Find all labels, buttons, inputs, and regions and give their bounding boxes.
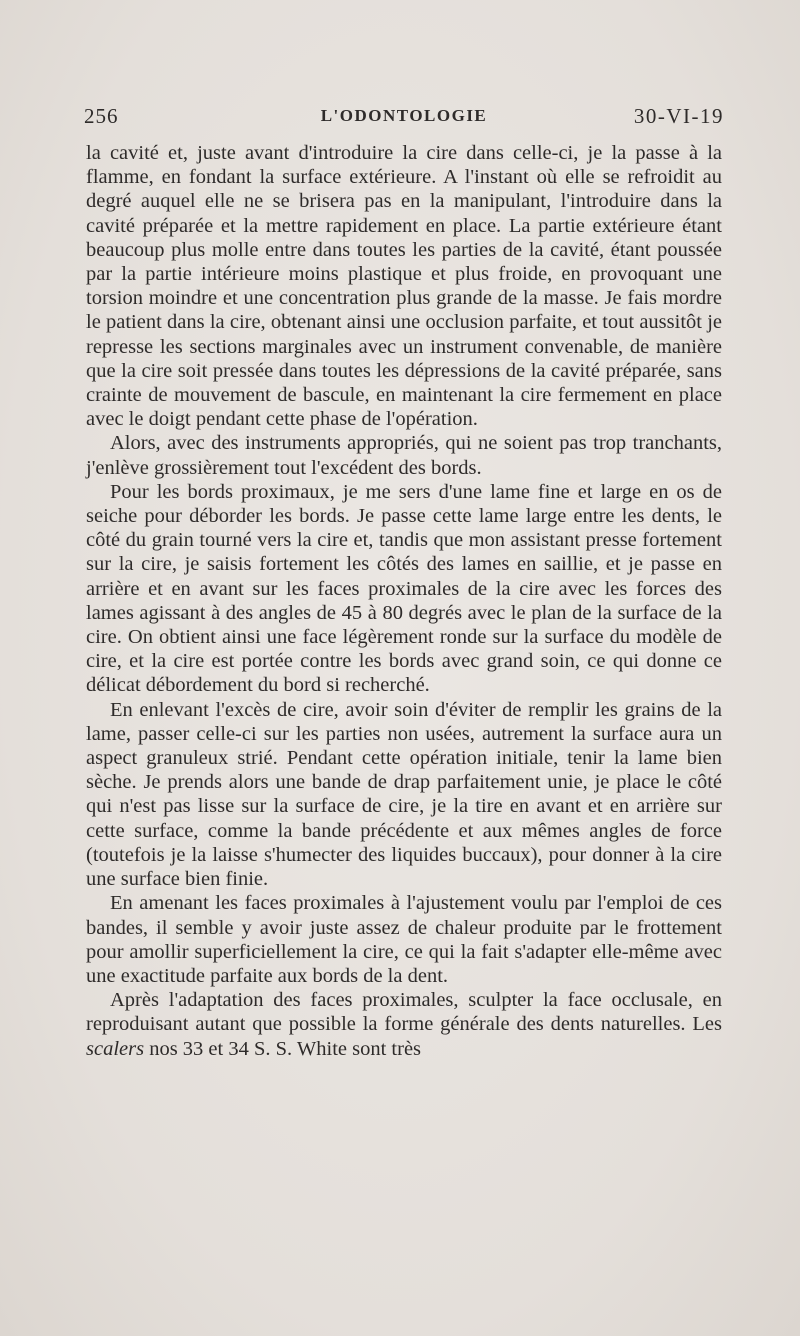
issue-date: 30-VI-19 bbox=[633, 104, 724, 128]
journal-title: L'ODONTOLOGIE bbox=[320, 106, 488, 125]
running-head bbox=[84, 104, 724, 134]
paragraph: En enlevant l'excès de cire, avoir soin d'éviter de remplir les grains de la lame, passer celle-ci sur les parties non usées, autrement la surface aura un aspect granuleux strié. Pendant cette opération initiale, tenir la lame bien sèche. Je prends alors une bande de drap parfaitement unie, je place le côté qui n'est pas lisse sur la surface de cire, je la tire en avant et en arrière sur cette surface, comme la bande précédente et aux mêmes angles de force (toutefois je la laisse s'humecter des liquides buccaux), pour donner à la cire une surface bien finie. bbox=[86, 698, 722, 891]
paragraph: Pour les bords proximaux, je me sers d'une lame fine et large en os de seiche pour déborder les bords. Je passe cette lame large entre les dents, le côté du grain tourné vers la cire et, tandis que mon assistant presse fortement sur la cire, je saisis fortement les côtés des lames en saillie, et je passe en arrière et en avant sur les faces proximales de la cire avec les forces des lames agissant à des angles de 45 à 80 degrés avec le plan de la surface de la cire. On obtient ainsi une face légèrement ronde sur la surface du modèle de cire, et la cire est portée contre les bords avec grand soin, ce qui donne ce délicat débordement du bord si recherché. bbox=[86, 480, 722, 697]
italic-term: scalers bbox=[86, 1037, 145, 1060]
body-text bbox=[86, 141, 722, 1061]
paragraph-last bbox=[86, 988, 722, 1061]
text-run: nos 33 et 34 S. S. White sont très bbox=[144, 1037, 422, 1060]
paragraph-continued: la cavité et, juste avant d'introduire la cire dans celle-ci, je la passe à la flamme, en fondant la surface extérieure. A l'instant où elle se refroidit au degré auquel elle ne se brisera pas en la manipulant, l'introduire dans la cavité préparée et la mettre rapidement en place. La partie extérieure étant beaucoup plus molle entre dans toutes les parties de la cavité, étant poussée par la partie intérieure moins plastique et plus froide, en provoquant une torsion moindre et une concentration plus grande de la masse. Je fais mordre le patient dans la cire, obtenant ainsi une occlusion parfaite, et tout aussitôt je represse les sections marginales avec un instrument convenable, de manière que la cire soit pressée dans toutes les dépressions de la cavité préparée, sans crainte de mouvement de bascule, en maintenant la cire fermement en place avec le doigt pendant cette phase de l'opération. bbox=[86, 142, 722, 431]
paragraph: En amenant les faces proximales à l'ajustement voulu par l'emploi de ces bandes, il semble y avoir juste assez de chaleur produite par le frottement pour amollir superficiellement la cire, ce qui la fait s'adapter elle-même avec une exactitude parfaite aux bords de la dent. bbox=[86, 892, 722, 987]
paragraph: Alors, avec des instruments appropriés, qui ne soient pas trop tranchants, j'enlève grossièrement tout l'excédent des bords. bbox=[86, 432, 722, 479]
page-number: 256 bbox=[84, 104, 119, 128]
text-run: Après l'adaptation des faces proximales, sculpter la face occlusale, en reproduisant autant que possible la forme générale des dents naturelles. Les bbox=[86, 989, 722, 1036]
